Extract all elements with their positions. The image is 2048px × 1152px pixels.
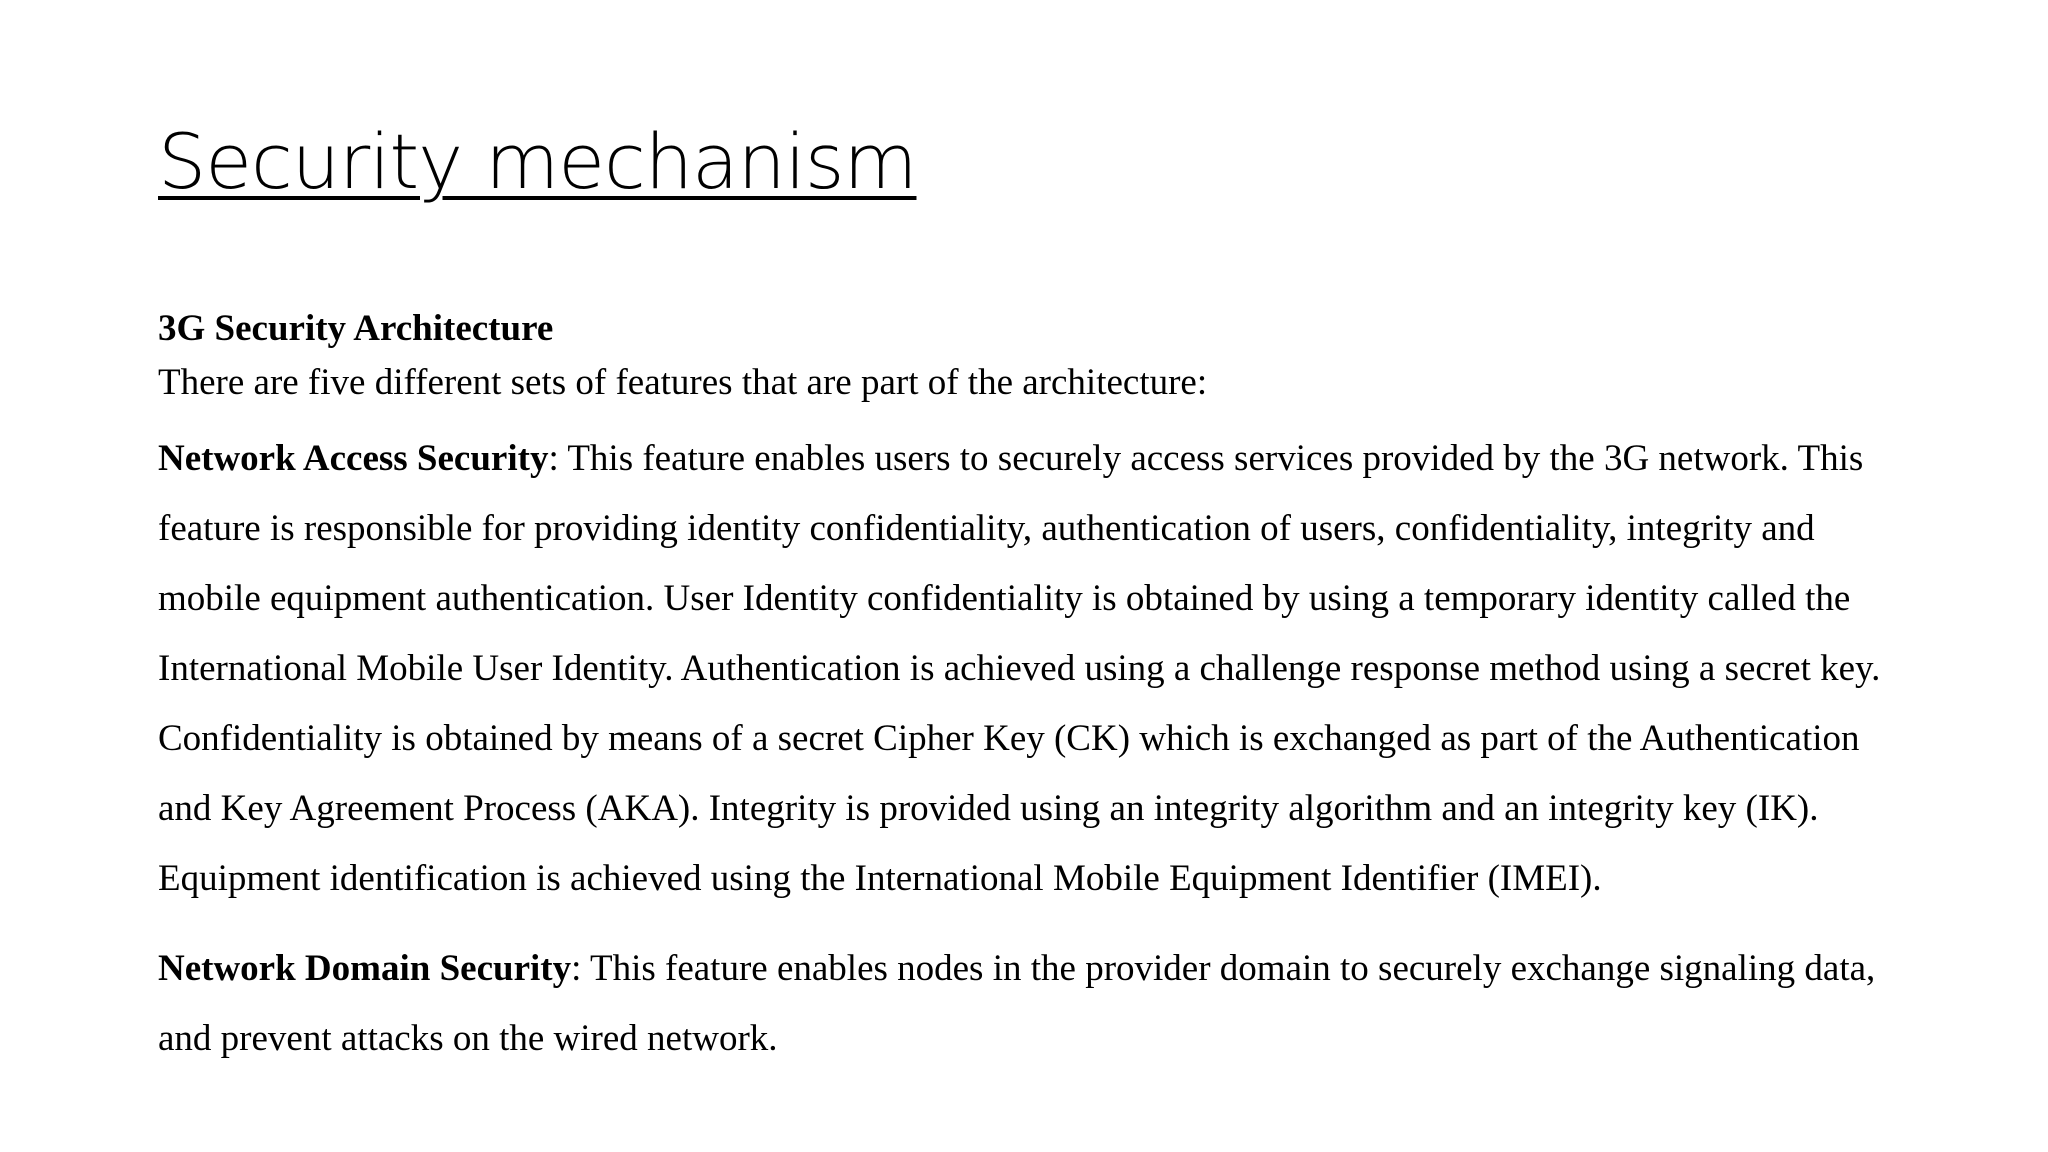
network-access-security-term: Network Access Security	[158, 438, 549, 479]
network-domain-security-term: Network Domain Security	[158, 948, 572, 989]
network-access-security-text: : This feature enables users to securely access services provided by the 3G network. This feature is responsible for providing identity confidentiality, authentication of users, confidentiality, integrity and mobile equipment authentication. User Identity confidentiality is obtained by using a temporary identity called the International Mobile User Identity. Authentication is achieved using a challenge response method using a secret key. Confidentiality is obtained by means of a secret Cipher Key (CK) which is exchanged as part of the Authentication and Key Agreement Process (AKA). Integrity is provided using an integrity algorithm and an integrity key (IK). Equipment identification is achieved using the International Mobile Equipment Identifier (IMEI).	[158, 438, 1881, 899]
intro-text: There are five different sets of features that are part of the architecture:	[158, 362, 1208, 403]
slide-title: Security mechanism	[158, 117, 917, 206]
slide-body	[158, 308, 1918, 1074]
network-domain-security-text: : This feature enables nodes in the provider domain to securely exchange signaling data, and prevent attacks on the wired network.	[158, 948, 1876, 1059]
network-access-security-paragraph	[158, 424, 1918, 914]
network-domain-security-paragraph	[158, 934, 1918, 1074]
section-subheading: 3G Security Architecture	[158, 308, 554, 349]
